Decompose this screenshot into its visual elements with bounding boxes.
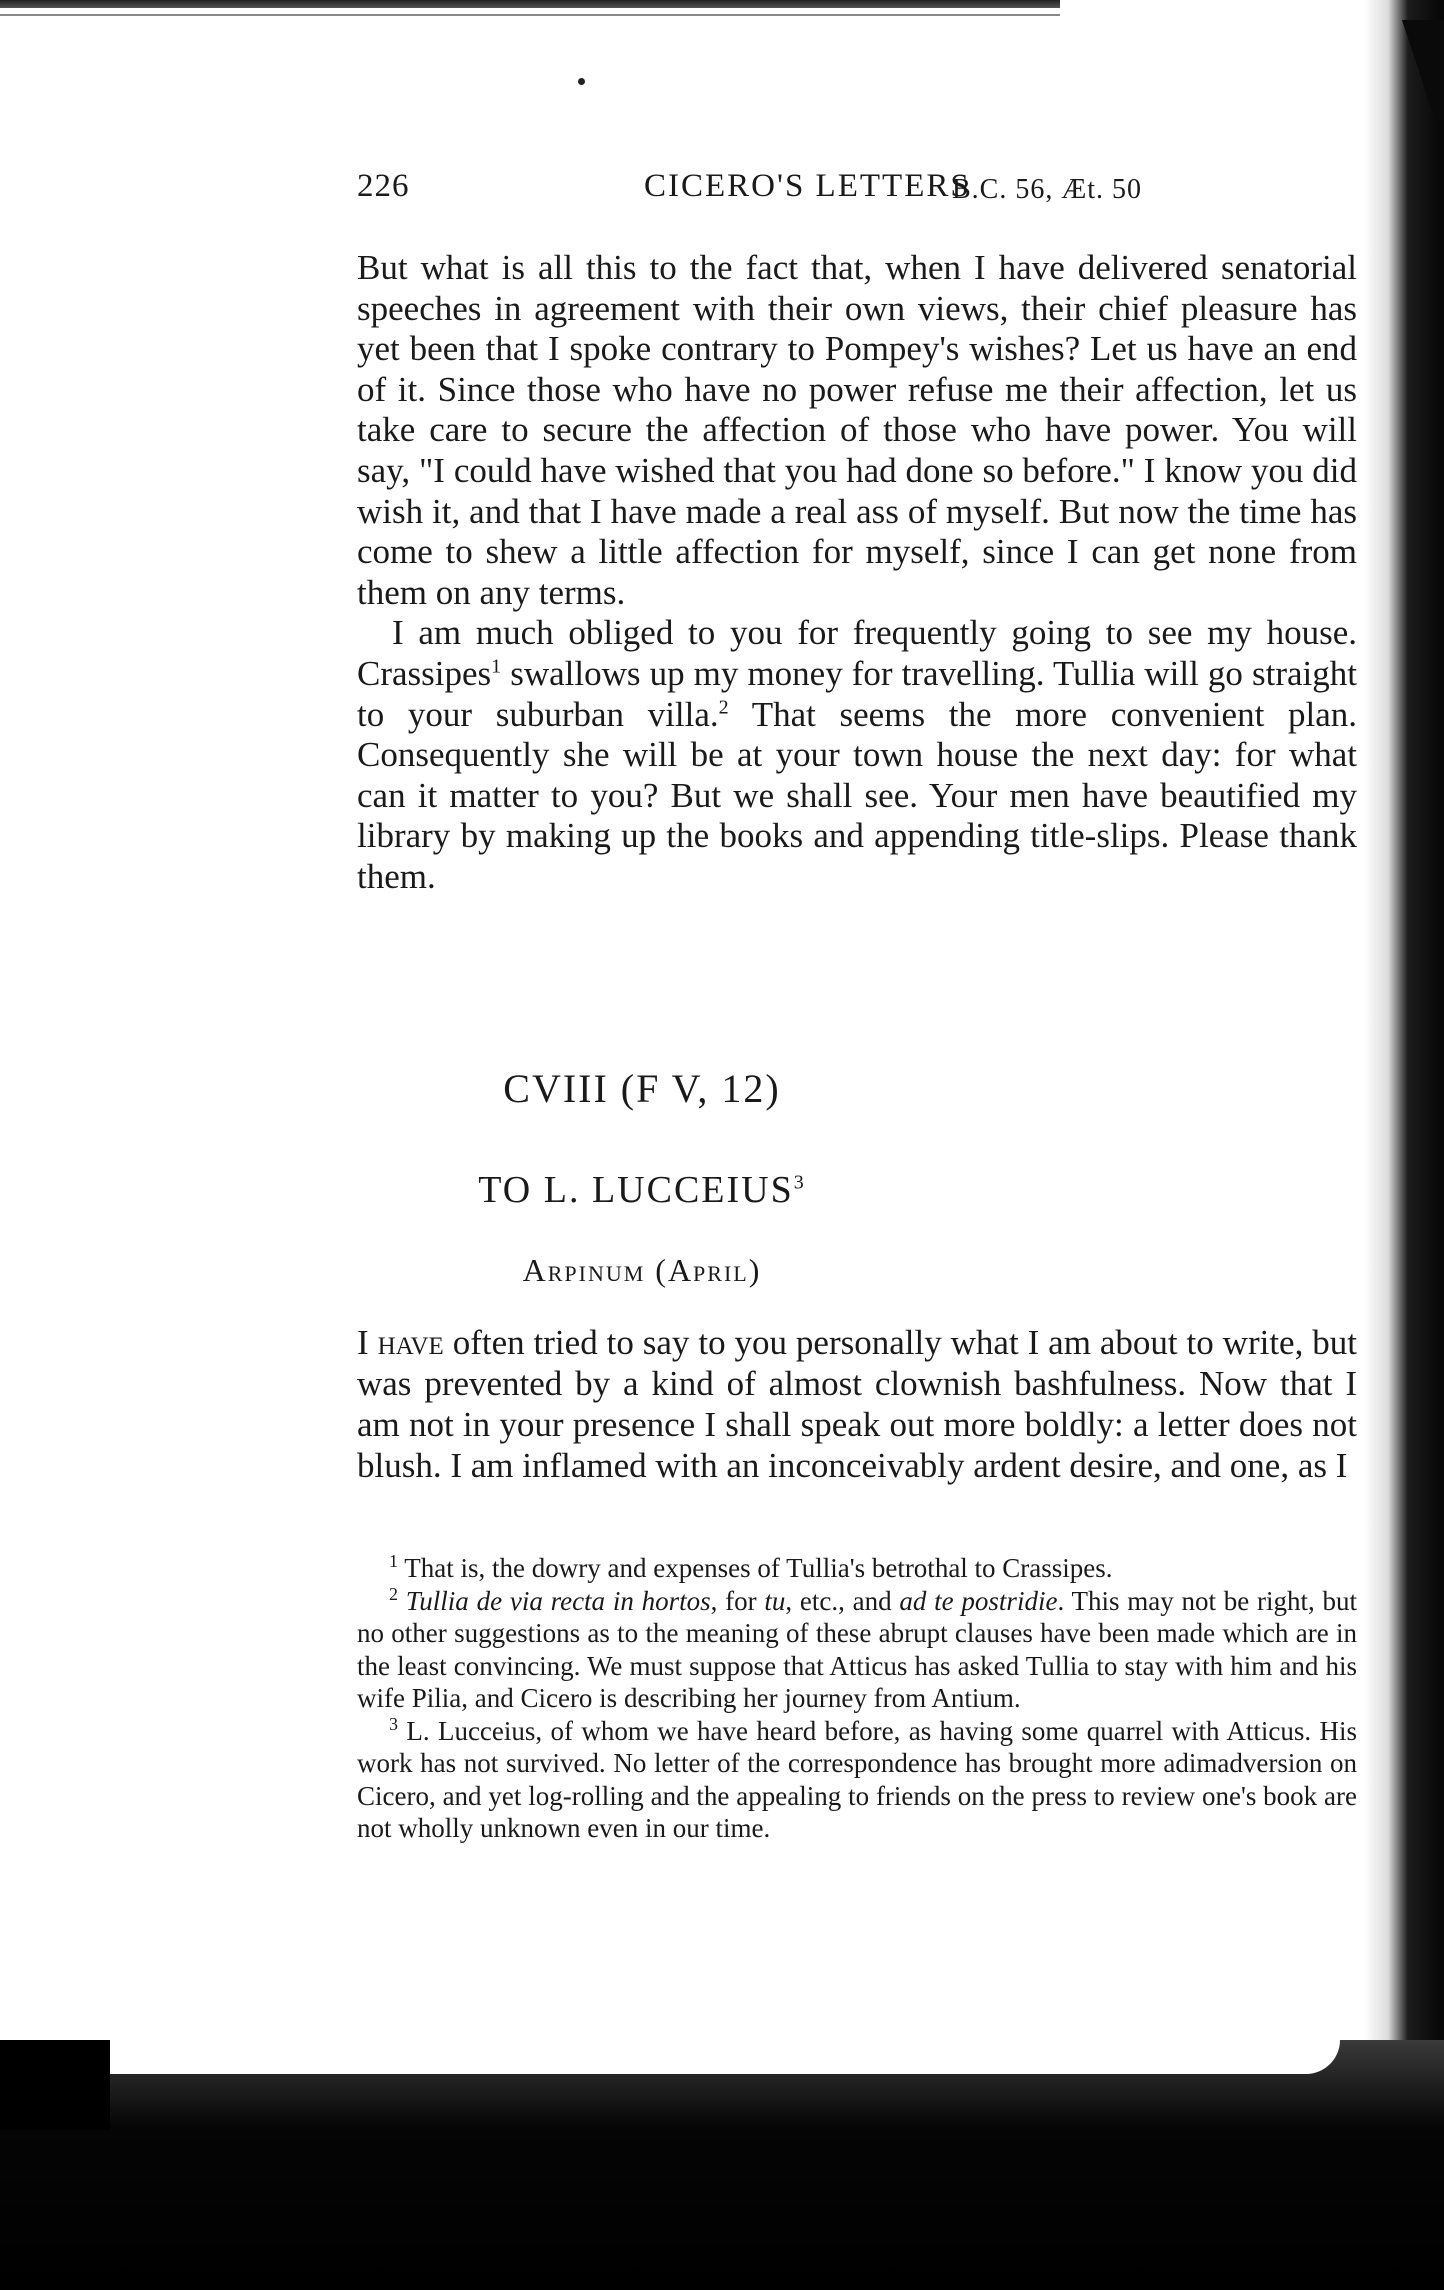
date-reference: B.C. 56, Æt. 50 (952, 174, 1143, 205)
letter-number: CVIII (F V, 12) (503, 1066, 781, 1111)
ink-speck (578, 78, 585, 85)
scan-bottom-left-block (0, 2040, 110, 2130)
letter-body (357, 1322, 1357, 1486)
footnote-2-text: . This may not be right, but no other suggestions as to the meaning of these abrupt clauses have been made which are in the least convincing. We must suppose that Atticus has asked Tullia to stay with him and his wife Pilia, and Cicero is describing her journey from Antium. (357, 1585, 1358, 1713)
letter-place-date: Arpinum (April) (522, 1252, 762, 1288)
footnote-3 (357, 1715, 1357, 1845)
recipient-name: TO L. LUCCEIUS (478, 1169, 794, 1211)
footnote-ref-1: 1 (491, 655, 502, 678)
page-bottom-margin (110, 2040, 1340, 2074)
footnote-ref-2: 2 (718, 695, 729, 718)
footnote-3-mark: 3 (389, 1713, 398, 1734)
scan-top-edge (0, 0, 1060, 8)
scan-right-shadow (1364, 0, 1444, 2100)
footnote-2-mid-1: , for (710, 1585, 765, 1616)
letter-paragraph (357, 1322, 1357, 1486)
paragraph-2 (357, 613, 1357, 897)
footnote-3-text: L. Lucceius, of whom we have heard before, as having some quarrel with Atticus. His work has not survived. No letter of the correspondence has brought more adimadversion on Cicero, and yet log-rolling and the appealing to friends on the press to review one's book are not wholly unknown even in our time. (357, 1715, 1358, 1843)
paragraph-1: But what is all this to the fact that, when I have delivered senatorial speeches in agreement with their own views, their chief pleasure has yet been that I spoke contrary to Pompey's wishes? Let us have an end of it. Since those who have no power refuse me their affection, let us take care to secure the affection of those who have power. You will say, "I could have wished that you had done so before." I know you did wish it, and that I have made a real ass of myself. But now the time has come to shew a little affection for myself, since I can get none from them on any terms. (357, 248, 1357, 612)
footnote-1-mark: 1 (389, 1551, 398, 1571)
body-text (357, 248, 1357, 898)
footnote-2-mark: 2 (389, 1583, 398, 1604)
letter-opening: I have (357, 1323, 444, 1362)
page-number: 226 (357, 168, 410, 204)
paragraph-2-part-3: That seems the more convenient plan. Consequently she will be at your town house the next day: for what can it matter to you? But we shall see. Your men have beautified my library by making up the books and appending title-slips. Please thank them. (357, 694, 1357, 896)
footnote-2 (357, 1585, 1357, 1715)
page-header (357, 168, 1357, 218)
scan-bottom-shadow (0, 2040, 1444, 2290)
letter-recipient (0, 1168, 1364, 1212)
footnote-2-mid-2: , etc., and (785, 1585, 900, 1616)
paragraph-2-part-2: swallows up my money for travelling. Tullia will go straight to your suburban villa. (357, 653, 1357, 734)
footnote-2-latin-tail: ad te postridie (899, 1585, 1058, 1616)
footnotes (357, 1552, 1357, 1845)
footnote-2-latin: Tullia de via recta in hortos (405, 1585, 711, 1616)
footnote-ref-3: 3 (793, 1171, 806, 1194)
footnote-1-text: That is, the dowry and expenses of Tullia's betrothal to Crassipes. (404, 1553, 1113, 1583)
footnote-2-tu: tu (764, 1585, 786, 1616)
letter-text: often tried to say to you personally what I am about to write, but was prevented by a kind of almost clownish bashfulness. Now that I am not in your presence I shall speak out more boldly: a letter does not blush. I am inflamed with an inconceivably ardent desire, and one, as I (357, 1323, 1357, 1485)
running-title: CICERO'S LETTERS (644, 168, 971, 204)
footnote-1 (357, 1552, 1357, 1585)
paragraph-2-part-1: I am much obliged to you for frequently going to see my house. Crassipes (357, 613, 1357, 693)
scan-top-rule (0, 14, 1060, 16)
